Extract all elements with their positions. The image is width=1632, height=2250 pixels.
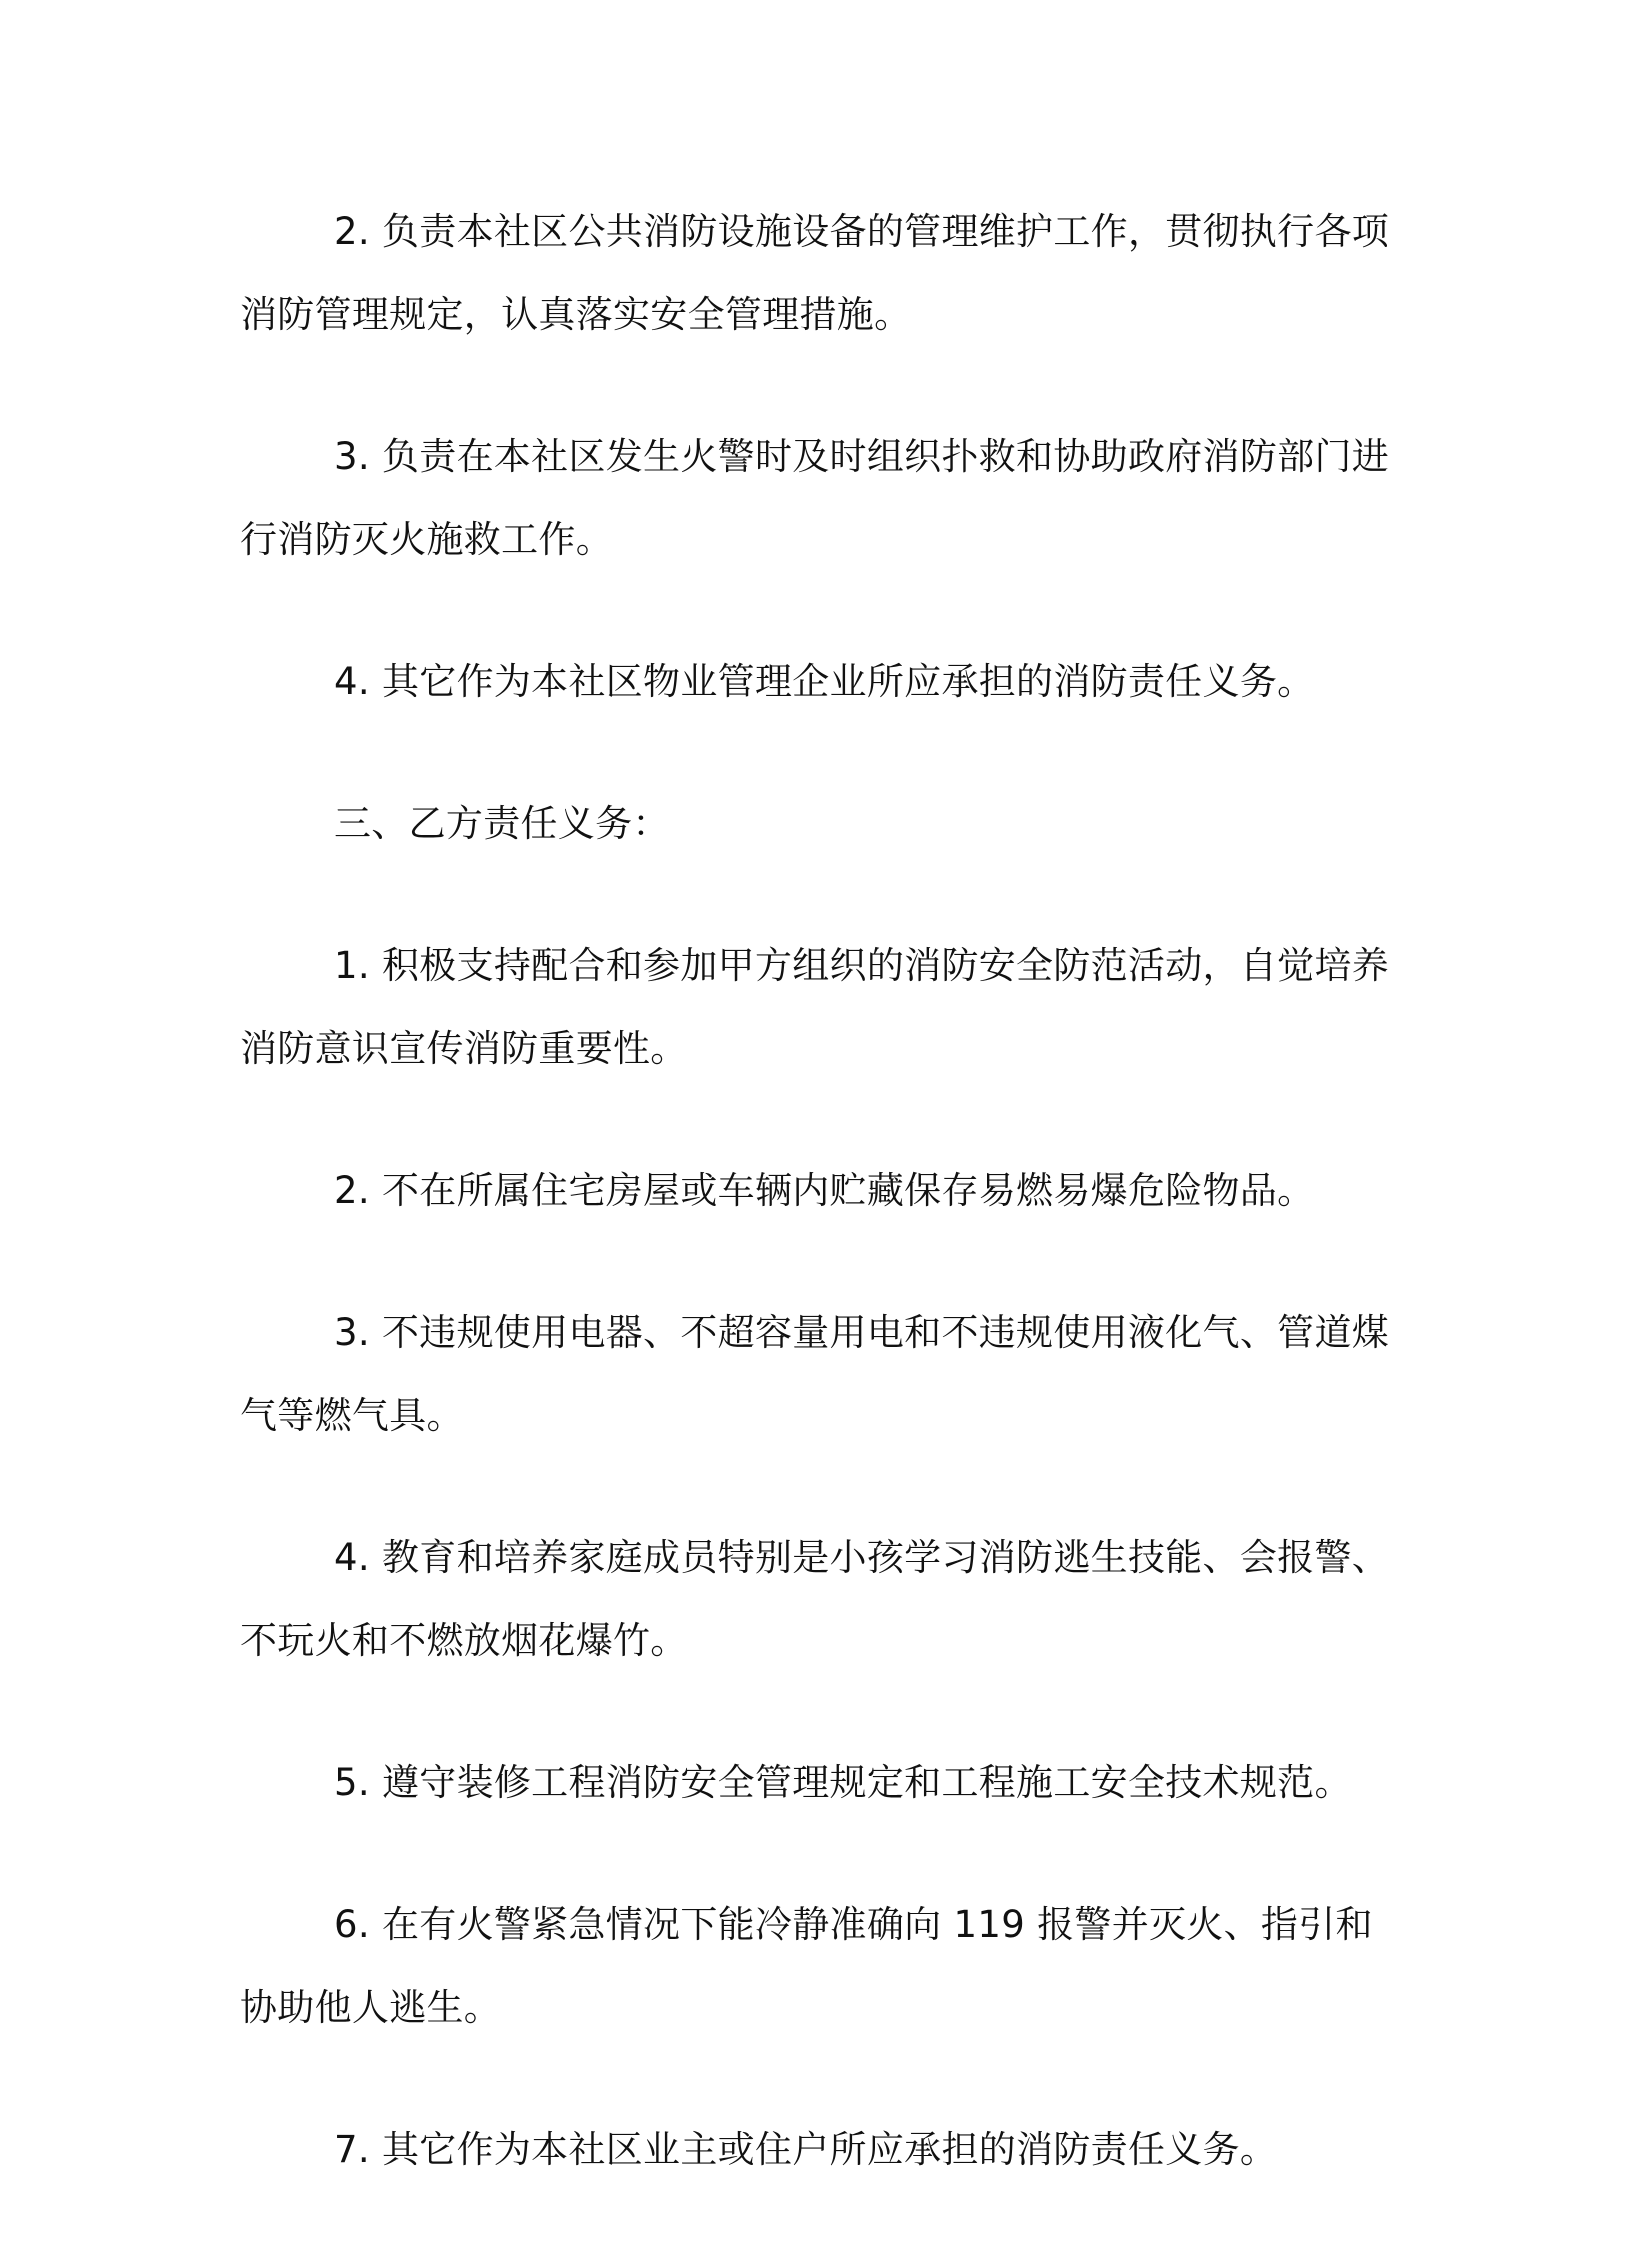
paragraph-party-b-duty-5: 5. 遵守装修工程消防安全管理规定和工程施工安全技术规范。 bbox=[334, 1761, 1352, 1804]
section-heading-party-b: 三、乙方责任义务： bbox=[334, 802, 670, 845]
paragraph-party-b-duty-6: 6. 在有火警紧急情况下能冷静准确向 119 报警并灭火、指引和协助他人逃生。 bbox=[240, 1903, 1373, 2029]
document-body bbox=[240, 190, 1390, 2250]
paragraph-party-b-duty-7: 7. 其它作为本社区业主或住户所应承担的消防责任义务。 bbox=[334, 2128, 1278, 2171]
paragraph-party-b-duty-2: 2. 不在所属住宅房屋或车辆内贮藏保存易燃易爆危险物品。 bbox=[334, 1169, 1315, 1212]
paragraph-party-a-duty-4: 4. 其它作为本社区物业管理企业所应承担的消防责任义务。 bbox=[334, 660, 1315, 703]
paragraph-party-a-duty-3: 3. 负责在本社区发生火警时及时组织扑救和协助政府消防部门进行消防灭火施救工作。 bbox=[240, 435, 1390, 561]
paragraph-party-b-duty-3: 3. 不违规使用电器、不超容量用电和不违规使用液化气、管道煤气等燃气具。 bbox=[240, 1311, 1390, 1437]
paragraph-party-b-duty-4: 4. 教育和培养家庭成员特别是小孩学习消防逃生技能、会报警、不玩火和不燃放烟花爆竹。 bbox=[240, 1536, 1390, 1662]
paragraph-party-b-duty-1: 1. 积极支持配合和参加甲方组织的消防安全防范活动，自觉培养消防意识宣传消防重要性。 bbox=[240, 944, 1390, 1070]
paragraph-party-a-duty-2: 2. 负责本社区公共消防设施设备的管理维护工作，贯彻执行各项消防管理规定，认真落实安全管理措施。 bbox=[240, 210, 1390, 336]
